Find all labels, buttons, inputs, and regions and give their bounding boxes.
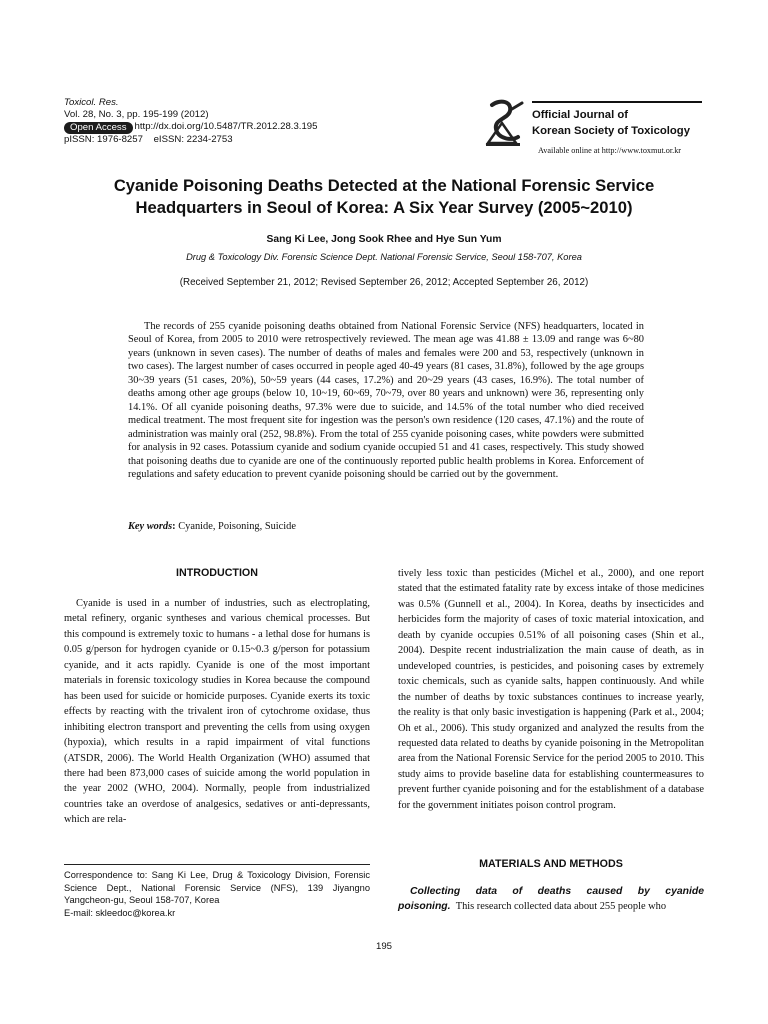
society-banner <box>482 99 702 161</box>
banner-rule <box>532 101 702 103</box>
keywords-label: Key words <box>128 521 173 532</box>
intro-column-left <box>64 596 370 828</box>
article-title <box>64 175 704 218</box>
methods-paragraph <box>398 884 704 915</box>
authors: Sang Ki Lee, Jong Sook Rhee and Hye Sun Yum <box>266 234 502 245</box>
methods-heading: MATERIALS AND METHODS <box>479 858 623 870</box>
title-line-2: Headquarters in Seoul of Korea: A Six Year Survey (2005~2010) <box>135 197 633 217</box>
methods-column <box>398 884 704 915</box>
volume-line: Vol. 28, No. 3, pp. 195-199 (2012) <box>64 109 209 121</box>
abstract: The records of 255 cyanide poisoning deaths obtained from National Forensic Service (NFS) headquarters, located in Seoul of Korea, from 2005 to 2010 were retrospectively reviewed. The mean age was 41.88 ± 13.09 and range was 6~80 years (unknown in seven cases). The number of deaths of males and females were 200 and 53, respectively (unknown in two cases). The largest number of cases occurred in people aged 40-49 years (81 cases, 31.8%), followed by the age groups 30~39 years (51 cases, 20%), 50~59 years (44 cases, 17.2%) and 20~29 years (43 cases, 16.9%). The total number of deaths among other age groups (below 10, 10~19, 60~69, 70~79, over 80 years and unknown) were 36, representing only 14.1%. Of all cyanide poisoning deaths, 97.3% were due to suicide, and 14.5% of the total number who died received medical treatment. The most frequent site for ingestion was the person's own residence (120 cases, 47.1%) and the route of administration was mainly oral (252, 98.8%). From the total of 255 cyanide poisoning cases, white powders were submitted for analysis in 92 cases. Potassium cyanide and sodium cyanide occupied 51 and 41 cases, respectively. This study showed that poisoning deaths due to cyanide are one of the continuously reported public health problems in Korea. Enforcement of regulations and safety education to prevent cyanide poisoning should be carried out by the government. <box>128 321 644 480</box>
keywords <box>128 521 296 532</box>
official-journal-text <box>532 107 690 139</box>
correspondence-email[interactable]: E-mail: skleedoc@korea.kr <box>64 907 176 918</box>
issn-line: pISSN: 1976-8257 eISSN: 2234-2753 <box>64 133 233 145</box>
page-number: 195 <box>375 941 392 952</box>
keywords-list: Cyanide, Poisoning, Suicide <box>178 521 296 532</box>
methods-text: This research collected data about 255 people who <box>455 901 667 913</box>
intro-heading: INTRODUCTION <box>176 567 258 579</box>
society-logo-icon <box>482 99 528 147</box>
official-line-2: Korean Society of Toxicology <box>532 125 690 137</box>
keywords-separator: : <box>172 521 179 532</box>
official-line-1: Official Journal of <box>532 109 629 121</box>
intro-column-right <box>398 566 704 813</box>
intro-paragraph-continued: tively less toxic than pesticides (Michel et al., 2000), and one report stated that the estimated fatality rate by excess intake of those medicines was 0.5% (Gunnell et al., 2004). In Korea, deaths by insecticides and herbicides form the majority of cases of toxic material intoxication, and death by cyanide occupies 0.51% of all poisoning cases (Shin et al., 2004). Despite recent industrialization the main cause of death, as in undeveloped countries, is pesticides, and poisoning cases by extremely toxic chemicals, such as cyanide salts, happen continuously. And while the number of deaths by toxic substances continues to increase yearly, the reality is that only basic investigation is happening (Park et al., 2004; Oh et al., 2006). This study organized and analyzed the results from the requested data related to deaths by cyanide poisoning in the Metropolitan area from the National Forensic Service for the period 2005 to 2010. This study aims to provide baseline data for establishing countermeasures to prevent further cyanide poisoning and for the establishment of a database for the government initiates poison control program. <box>398 568 704 811</box>
received-dates: (Received September 21, 2012; Revised September 26, 2012; Accepted September 26, 2012) <box>179 277 589 288</box>
journal-abbrev: Toxicol. Res. <box>64 97 119 108</box>
available-online: Available online at http://www.toxmut.or.kr <box>538 146 682 155</box>
journal-header <box>64 97 317 146</box>
methods-subheading: Collecting data of deaths caused by cyanide poisoning. <box>398 886 704 913</box>
open-access-line <box>64 121 317 133</box>
doi-link[interactable]: http://dx.doi.org/10.5487/TR.2012.28.3.195 <box>134 121 318 133</box>
footnote-rule <box>64 864 370 865</box>
title-line-1: Cyanide Poisoning Deaths Detected at the National Forensic Service <box>113 176 655 195</box>
correspondence-text: Correspondence to: Sang Ki Lee, Drug & Toxicology Division, Forensic Science Dept., National Forensic Service (NFS), 139 Jiyangno Yangcheon-gu, Seoul 158-707, Korea <box>64 870 370 906</box>
correspondence-footnote <box>64 869 370 919</box>
intro-paragraph: Cyanide is used in a number of industries, such as electroplating, metal refinery, organic syntheses and various chemical processes. But this compound is extremely toxic to humans - a lethal dose for humans is 0.05 g/person for hydrogen cyanide or 0.15~0.3 g/person for potassium cyanide, and it acts rapidly. Cyanide is one of the most important materials in forensic toxicology studies in Korea because the compound has been used for suicide or homicide purposes. Cyanide exerts its toxic effects by reacting with the trivalent iron of cytochrome oxidase, thus inhibiting electron transport and preventing the cells from using oxygen (hypoxia), which results in a rapid impairment of vital functions (ATSDR, 2006). The World Health Organization (WHO) assumed that there had been 873,000 cases of suicide among the world population in the year 2002 (WHO, 2004). Normally, people from industrialized countries take an overdose of analgesics, sedatives or anti-depressants, which are rela- <box>64 598 370 826</box>
affiliation: Drug & Toxicology Div. Forensic Science Dept. National Forensic Service, Seoul 158-707, Korea <box>186 252 582 262</box>
open-access-badge: Open Access <box>64 122 133 134</box>
